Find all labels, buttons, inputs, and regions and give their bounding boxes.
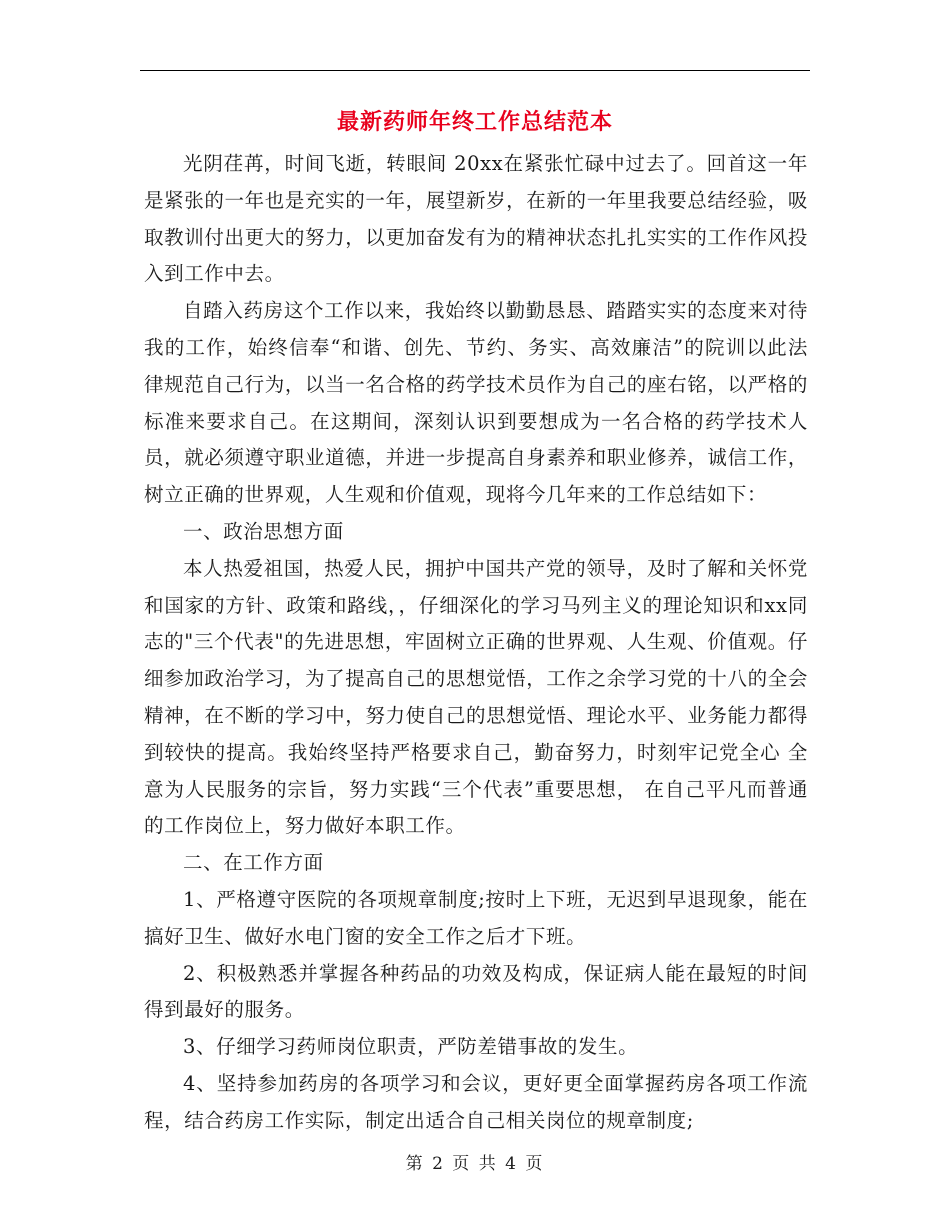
- work-item-3: 3、仔细学习药师岗位职责，严防差错事故的发生。: [183, 1035, 639, 1059]
- page-footer: 第 2 页 共 4 页: [405, 1154, 545, 1174]
- work-item-2: 2、积极熟悉并掌握各种药品的功效及构成，保证病人能在最短的时间得到最好的服务。: [144, 961, 808, 1022]
- work-item-1: 1、严格遵守医院的各项规章制度;按时上下班，无迟到早退现象，能在搞好卫生、做好水电门窗的安全工作之后才下班。: [144, 887, 808, 948]
- document-body: [144, 146, 808, 1140]
- section-heading-politics: 一、政治思想方面: [183, 519, 344, 543]
- paragraph-politics: 本人热爱祖国，热爱人民，拥护中国共产党的领导，及时了解和关怀党和国家的方针、政策和路线，，仔细深化的学习马列主义的理论知识和xx同志的"三个代表"的先进思想，牢固树立正确的世界观、人生观、价值观。仔细参加政治学习，为了提高自己的思想觉悟，工作之余学习党的十八的全会精神，在不断的学习中，努力使自己的思想觉悟、理论水平、业务能力都得到较快的提高。我始终坚持严格要求自己，勤奋努力，时刻牢记党全心 全意为人民服务的宗旨，努力实践“三个代表”重要思想， 在自己平凡而普通的工作岗位上，努力做好本职工作。: [144, 556, 808, 838]
- work-item-4: 4、坚持参加药房的各项学习和会议，更好更全面掌握药房各项工作流程，结合药房工作实际，制定出适合自己相关岗位的规章制度;: [144, 1071, 808, 1132]
- paragraph-intro: 光阴荏苒，时间飞逝，转眼间 20xx在紧张忙碌中过去了。回首这一年是紧张的一年也是充实的一年，展望新岁，在新的一年里我要总结经验，吸取教训付出更大的努力，以更加奋发有为的精神状态扎扎实实的工作作风投入到工作中去。: [144, 152, 808, 286]
- document-title: 最新药师年终工作总结范本: [336, 110, 613, 135]
- header-rule: [140, 70, 810, 71]
- section-heading-work: 二、在工作方面: [183, 851, 324, 875]
- paragraph-background: 自踏入药房这个工作以来，我始终以勤勤恳恳、踏踏实实的态度来对待我的工作，始终信奉“和谐、创先、节约、务实、高效廉洁”的院训以此法律规范自己行为，以当一名合格的药学技术员作为自己的座右铭，以严格的标准来要求自己。在这期间，深刻认识到要想成为一名合格的药学技术人员，就必须遵守职业道德，并进一步提高自身素养和职业修养，诚信工作，树立正确的世界观，人生观和价值观，现将今几年来的工作总结如下：: [144, 299, 808, 507]
